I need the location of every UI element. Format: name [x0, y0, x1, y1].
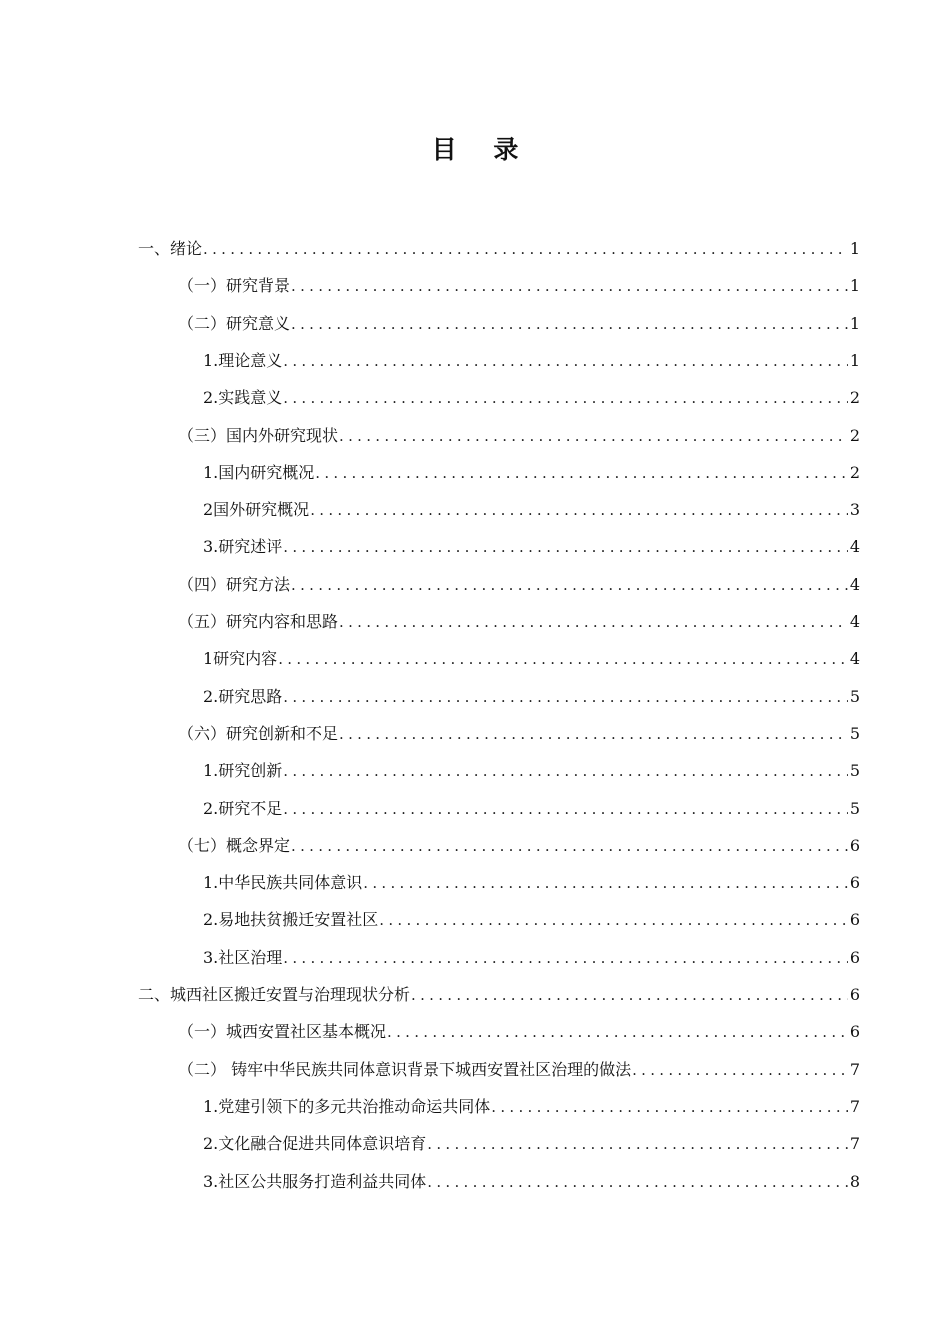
toc-page-number: 4 [849, 649, 860, 669]
toc-dot-leader [491, 1092, 848, 1122]
toc-dot-leader [310, 495, 848, 525]
toc-page-number: 1 [849, 313, 860, 333]
toc-entry[interactable] [203, 346, 860, 376]
toc-entry[interactable] [138, 234, 860, 264]
toc-dot-leader [363, 868, 848, 898]
toc-entry[interactable] [138, 980, 860, 1010]
toc-dot-leader [379, 905, 848, 935]
toc-entry[interactable] [178, 1055, 860, 1085]
toc-entry[interactable] [203, 756, 860, 786]
toc-dot-leader [339, 719, 848, 749]
toc-entry-label: 1.理论意义 [203, 350, 283, 370]
toc-entry[interactable] [178, 309, 860, 339]
toc-entry[interactable] [178, 719, 860, 749]
toc-entry-label: （一）研究背景 [178, 276, 291, 296]
toc-page-number: 6 [849, 947, 860, 967]
toc-dot-leader [283, 346, 848, 376]
toc-entry[interactable] [203, 1167, 860, 1197]
toc-dot-leader [411, 980, 848, 1010]
toc-entry[interactable] [203, 644, 860, 674]
toc-page-number: 6 [849, 1022, 860, 1042]
toc-entry[interactable] [203, 794, 860, 824]
toc-page-number: 8 [849, 1171, 860, 1191]
toc-dot-leader [387, 1017, 848, 1047]
toc-entry[interactable] [178, 421, 860, 451]
toc-dot-leader [283, 943, 848, 973]
toc-entry[interactable] [203, 1092, 860, 1122]
toc-dot-leader [632, 1055, 848, 1085]
toc-page-number: 4 [849, 612, 860, 631]
toc-entry-label: 2.文化融合促进共同体意识培育 [203, 1134, 427, 1154]
toc-entry-label: （四）研究方法 [178, 574, 291, 594]
toc-dot-leader [291, 831, 848, 861]
toc-page-number: 4 [849, 574, 860, 594]
toc-dot-leader [283, 682, 848, 712]
toc-page-number: 2 [849, 462, 860, 482]
toc-dot-leader [291, 570, 848, 600]
toc-entry-label: 2.研究思路 [203, 686, 283, 706]
toc-dot-leader [283, 794, 848, 824]
toc-page-number: 5 [849, 761, 860, 781]
toc-page-number: 6 [849, 873, 860, 893]
toc-page-number: 5 [849, 686, 860, 706]
toc-page-number: 6 [849, 835, 860, 855]
toc-page-number: 7 [849, 1059, 860, 1079]
toc-entry[interactable] [178, 831, 860, 861]
toc-entry[interactable] [178, 607, 860, 637]
toc-entry-label: 二、城西社区搬迁安置与治理现状分析 [138, 985, 411, 1004]
toc-entry[interactable] [203, 868, 860, 898]
toc-entry-label: 3.研究述评 [203, 537, 283, 557]
toc-entry-label: 1研究内容 [203, 649, 278, 669]
toc-dot-leader [278, 644, 848, 674]
toc-title: 目 录 [431, 135, 533, 164]
toc-page-number: 5 [849, 723, 860, 743]
toc-dot-leader [339, 421, 848, 451]
toc-entry[interactable] [203, 1129, 860, 1159]
toc-entry-label: 2国外研究概况 [203, 500, 310, 520]
toc-page-number: 2 [849, 388, 860, 408]
toc-entry[interactable] [203, 682, 860, 712]
toc-dot-leader [427, 1129, 848, 1159]
toc-entry[interactable] [203, 943, 860, 973]
toc-entry-label: （二） 铸牢中华民族共同体意识背景下城西安置社区治理的做法 [178, 1059, 632, 1079]
toc-entry-label: （二）研究意义 [178, 313, 291, 333]
toc-entry-label: 1.中华民族共同体意识 [203, 873, 363, 893]
toc-dot-leader [291, 271, 848, 301]
toc-dot-leader [283, 383, 848, 413]
toc-entry-label: （三）国内外研究现状 [178, 425, 339, 445]
toc-page-number: 2 [849, 425, 860, 445]
toc-entry-label: 1.研究创新 [203, 761, 283, 781]
toc-entry[interactable] [203, 458, 860, 488]
toc-page-number: 1 [849, 350, 860, 370]
toc-dot-leader [427, 1167, 848, 1197]
toc-page-number: 1 [849, 276, 860, 296]
toc-page-number: 6 [849, 985, 860, 1004]
toc-entry[interactable] [178, 1017, 860, 1047]
toc-entry[interactable] [178, 271, 860, 301]
toc-dot-leader [291, 309, 848, 339]
toc-entry[interactable] [203, 495, 860, 525]
toc-entry-label: 一、绪论 [138, 239, 203, 258]
toc-entry-label: 3.社区治理 [203, 947, 283, 967]
toc-entry[interactable] [178, 570, 860, 600]
toc-entry-label: （六）研究创新和不足 [178, 723, 339, 743]
toc-entry-label: （一）城西安置社区基本概况 [178, 1022, 387, 1042]
toc-page-number: 6 [849, 910, 860, 930]
toc-entry[interactable] [203, 383, 860, 413]
toc-dot-leader [283, 532, 848, 562]
toc-entry-label: （五）研究内容和思路 [178, 612, 339, 631]
toc-entry[interactable] [203, 905, 860, 935]
toc-page-number: 3 [849, 500, 860, 520]
toc-page-number: 7 [849, 1134, 860, 1154]
toc-dot-leader [203, 234, 848, 264]
toc-dot-leader [339, 607, 848, 637]
toc-entry-label: 1.党建引领下的多元共治推动命运共同体 [203, 1096, 491, 1116]
toc-page-number: 5 [849, 798, 860, 818]
toc-entry-label: 2.研究不足 [203, 798, 283, 818]
toc-dot-leader [315, 458, 848, 488]
toc-page-number: 4 [849, 537, 860, 557]
toc-page-number: 1 [849, 239, 860, 258]
toc-entry-label: 3.社区公共服务打造利益共同体 [203, 1171, 427, 1191]
toc-entry[interactable] [203, 532, 860, 562]
toc-entry-label: 2.实践意义 [203, 388, 283, 408]
toc-entry-label: 1.国内研究概况 [203, 462, 315, 482]
toc-entry-label: （七）概念界定 [178, 835, 291, 855]
toc-page-number: 7 [849, 1096, 860, 1116]
toc-entry-label: 2.易地扶贫搬迁安置社区 [203, 910, 379, 930]
toc-dot-leader [283, 756, 848, 786]
